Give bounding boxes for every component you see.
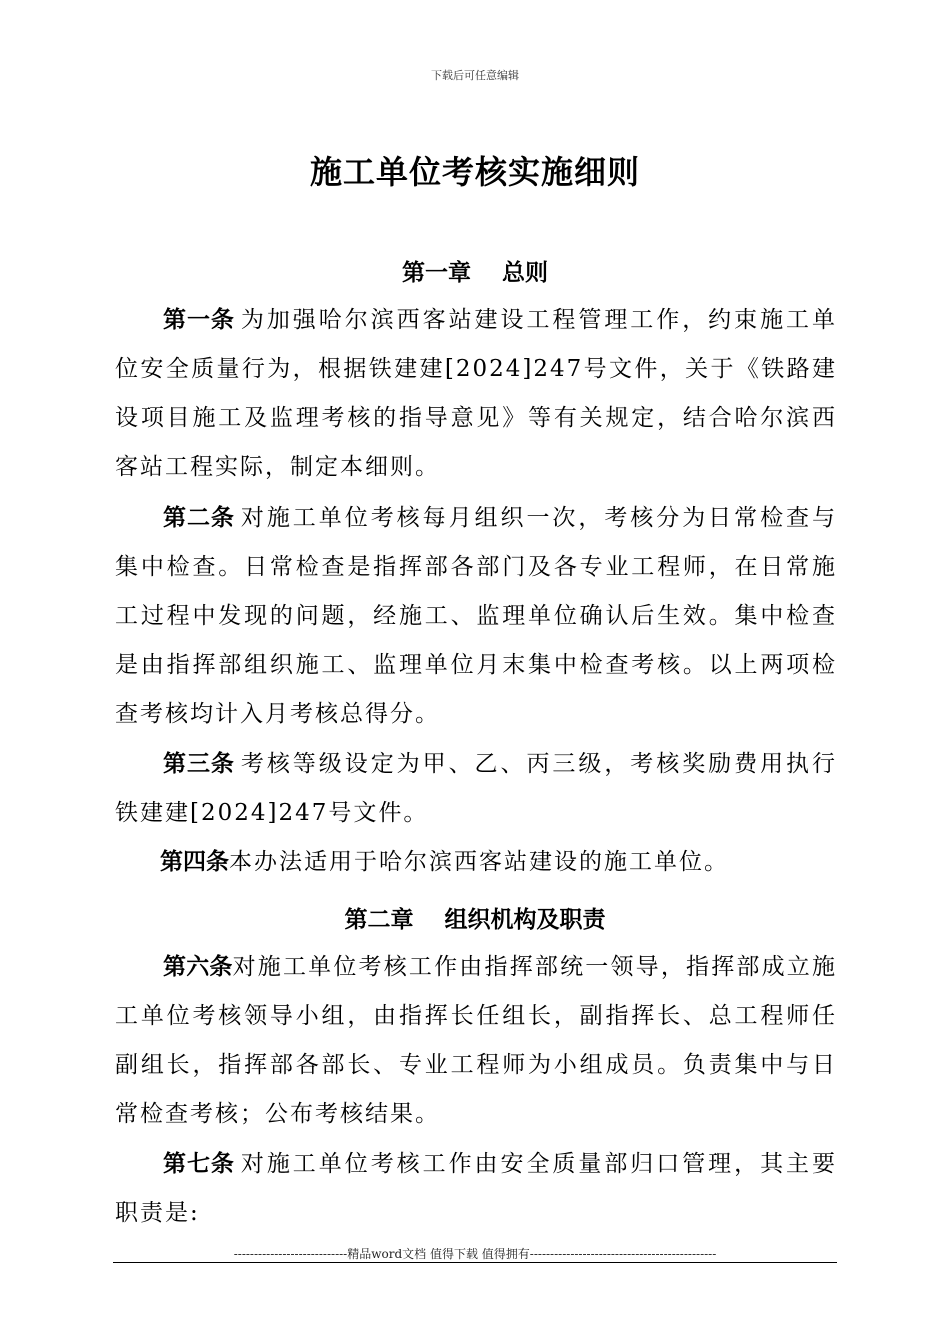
chapter-heading-2: 第二章 组织机构及职责 — [344, 907, 606, 933]
article-text: 对施工单位考核工作由安全质量部归口管理，其主要职责是: — [115, 1151, 838, 1226]
footer-divider — [113, 1262, 837, 1263]
article-text: 考核等级设定为甲、乙、丙三级，考核奖励费用执行铁建建[2024]247号文件。 — [115, 751, 838, 826]
article-label: 第六条 — [163, 954, 233, 980]
article-4 — [115, 838, 837, 887]
article-1 — [115, 296, 837, 492]
article-7 — [115, 1140, 837, 1238]
article-label: 第四条 — [160, 849, 229, 875]
article-text: 对施工单位考核工作由指挥部统一领导，指挥部成立施工单位考核领导小组，由指挥长任组长，副指挥长、总工程师任副组长，指挥部各部长、专业工程师为小组成员。负责集中与日常检查考核；公布考核结果。 — [115, 954, 838, 1127]
article-text: 对施工单位考核每月组织一次，考核分为日常检查与集中检查。日常检查是指挥部各部门及各专业工程师，在日常施工过程中发现的问题，经施工、监理单位确认后生效。集中检查是由指挥部组织施工、监理单位月末集中检查考核。以上两项检查考核均计入月考核总得分。 — [115, 505, 838, 727]
footer-note: ----------------------------精品word文档 值得下载 值得拥有---------------------------------------------- — [233, 1247, 717, 1261]
chapter-heading-1: 第一章 总则 — [401, 260, 548, 286]
article-2 — [115, 494, 837, 739]
article-label: 第三条 — [163, 751, 235, 777]
article-label: 第一条 — [163, 307, 235, 333]
article-6 — [115, 943, 837, 1139]
article-text: 本办法适用于哈尔滨西客站建设的施工单位。 — [229, 849, 729, 875]
article-text: 为加强哈尔滨西客站建设工程管理工作，约束施工单位安全质量行为，根据铁建建[2024]247号文件，关于《铁路建设项目施工及监理考核的指导意见》等有关规定，结合哈尔滨西客站工程实际，制定本细则。 — [115, 307, 838, 480]
header-note: 下载后可任意编辑 — [431, 69, 519, 82]
article-label: 第七条 — [163, 1151, 235, 1177]
article-label: 第二条 — [163, 505, 235, 531]
article-3 — [115, 740, 837, 838]
document-title: 施工单位考核实施细则 — [309, 153, 640, 191]
